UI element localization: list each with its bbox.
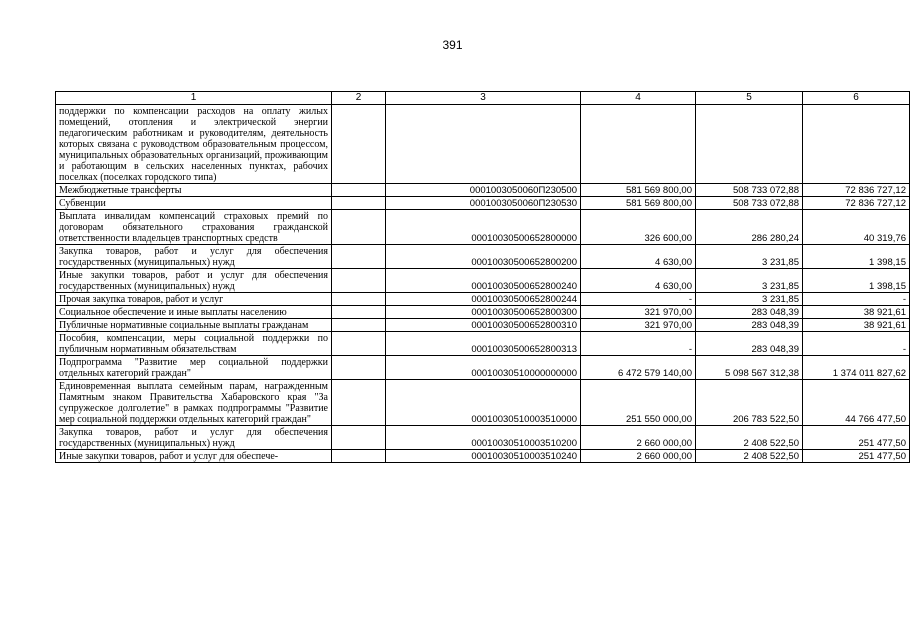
row-value-6: - <box>803 293 910 306</box>
row-value-4: 581 569 800,00 <box>581 184 696 197</box>
row-description: Закупка товаров, работ и услуг для обеспечения государственных (муниципальных) нужд <box>56 245 332 269</box>
column-header-2: 2 <box>332 92 386 105</box>
row-description: Выплата инвалидам компенсаций страховых премий по договорам обязательного страхования гражданской ответственности владельцев транспортных средств <box>56 210 332 245</box>
table-row <box>56 319 910 332</box>
row-code: 00010030500652800200 <box>386 245 581 269</box>
row-column-2 <box>332 184 386 197</box>
row-column-2 <box>332 269 386 293</box>
row-description: Публичные нормативные социальные выплаты гражданам <box>56 319 332 332</box>
row-description: Прочая закупка товаров, работ и услуг <box>56 293 332 306</box>
row-value-5: 508 733 072,88 <box>696 184 803 197</box>
table-row <box>56 197 910 210</box>
row-code: 00010030500652800300 <box>386 306 581 319</box>
page-number: 391 <box>442 38 463 52</box>
row-description: Иные закупки товаров, работ и услуг для обеспече- <box>56 450 332 463</box>
row-code: 0001003050060П230500 <box>386 184 581 197</box>
row-value-6: 251 477,50 <box>803 450 910 463</box>
row-description: Межбюджетные трансферты <box>56 184 332 197</box>
table-row <box>56 306 910 319</box>
row-value-4: 251 550 000,00 <box>581 380 696 426</box>
row-value-4: - <box>581 293 696 306</box>
row-value-5: 283 048,39 <box>696 332 803 356</box>
row-value-5: 283 048,39 <box>696 319 803 332</box>
table-row <box>56 293 910 306</box>
row-code: 00010030510000000000 <box>386 356 581 380</box>
table-row <box>56 356 910 380</box>
row-code: 00010030500652800000 <box>386 210 581 245</box>
row-column-2 <box>332 210 386 245</box>
row-value-5 <box>696 105 803 184</box>
row-description: Подпрограмма "Развитие мер социальной поддержки отдельных категорий граждан" <box>56 356 332 380</box>
row-value-4: 326 600,00 <box>581 210 696 245</box>
table-row <box>56 245 910 269</box>
row-value-5: 206 783 522,50 <box>696 380 803 426</box>
column-header-4: 4 <box>581 92 696 105</box>
row-value-5: 286 280,24 <box>696 210 803 245</box>
row-value-5: 3 231,85 <box>696 293 803 306</box>
row-code: 0001003050060П230530 <box>386 197 581 210</box>
row-description: Социальное обеспечение и иные выплаты населению <box>56 306 332 319</box>
row-value-4: 4 630,00 <box>581 245 696 269</box>
row-value-6: 251 477,50 <box>803 426 910 450</box>
row-description: Единовременная выплата семейным парам, награжденным Памятным знаком Правительства Хабаровского края "За супружеское долголетие" в рамках подпрограммы "Развитие мер социальной поддержки отдельных категорий граждан" <box>56 380 332 426</box>
row-description: Пособия, компенсации, меры социальной поддержки по публичным нормативным обязательствам <box>56 332 332 356</box>
row-description: поддержки по компенсации расходов на оплату жилых помещений, отопления и электрической энергии педагогическим работникам и руководителям, деятельность которых связана с руководством образовательным процессом, муниципальных образовательных организаций, проживающим и работающим в сельских населенных пунктах, рабочих поселках (поселках городского типа) <box>56 105 332 184</box>
row-value-5: 508 733 072,88 <box>696 197 803 210</box>
row-value-5: 3 231,85 <box>696 245 803 269</box>
row-column-2 <box>332 293 386 306</box>
row-value-6: 38 921,61 <box>803 306 910 319</box>
row-value-4: - <box>581 332 696 356</box>
row-code: 00010030500652800240 <box>386 269 581 293</box>
row-column-2 <box>332 450 386 463</box>
column-header-3: 3 <box>386 92 581 105</box>
row-column-2 <box>332 356 386 380</box>
table-row <box>56 426 910 450</box>
table-row <box>56 380 910 426</box>
row-value-4: 581 569 800,00 <box>581 197 696 210</box>
row-value-4: 2 660 000,00 <box>581 450 696 463</box>
table-row <box>56 450 910 463</box>
row-value-6: 1 398,15 <box>803 245 910 269</box>
row-code <box>386 105 581 184</box>
row-value-5: 283 048,39 <box>696 306 803 319</box>
row-column-2 <box>332 426 386 450</box>
row-column-2 <box>332 197 386 210</box>
row-value-4: 321 970,00 <box>581 319 696 332</box>
row-value-6: 1 398,15 <box>803 269 910 293</box>
row-value-5: 3 231,85 <box>696 269 803 293</box>
column-header-1: 1 <box>56 92 332 105</box>
row-code: 00010030500652800310 <box>386 319 581 332</box>
row-column-2 <box>332 245 386 269</box>
row-column-2 <box>332 380 386 426</box>
row-value-4: 321 970,00 <box>581 306 696 319</box>
budget-table <box>55 91 910 463</box>
row-value-4: 4 630,00 <box>581 269 696 293</box>
row-column-2 <box>332 105 386 184</box>
row-value-6: 40 319,76 <box>803 210 910 245</box>
row-column-2 <box>332 319 386 332</box>
row-description: Иные закупки товаров, работ и услуг для обеспечения государственных (муниципальных) нужд <box>56 269 332 293</box>
row-value-5: 2 408 522,50 <box>696 450 803 463</box>
column-header-6: 6 <box>803 92 910 105</box>
row-column-2 <box>332 332 386 356</box>
row-value-6: 72 836 727,12 <box>803 184 910 197</box>
row-code: 00010030510003510000 <box>386 380 581 426</box>
row-value-6: - <box>803 332 910 356</box>
column-header-5: 5 <box>696 92 803 105</box>
row-value-6: 38 921,61 <box>803 319 910 332</box>
row-code: 00010030500652800244 <box>386 293 581 306</box>
table-row <box>56 210 910 245</box>
row-description: Закупка товаров, работ и услуг для обеспечения государственных (муниципальных) нужд <box>56 426 332 450</box>
row-value-6: 1 374 011 827,62 <box>803 356 910 380</box>
row-code: 00010030510003510240 <box>386 450 581 463</box>
row-code: 00010030510003510200 <box>386 426 581 450</box>
table-row <box>56 269 910 293</box>
row-description: Субвенции <box>56 197 332 210</box>
row-value-4 <box>581 105 696 184</box>
row-code: 00010030500652800313 <box>386 332 581 356</box>
row-value-4: 2 660 000,00 <box>581 426 696 450</box>
row-value-5: 2 408 522,50 <box>696 426 803 450</box>
row-value-4: 6 472 579 140,00 <box>581 356 696 380</box>
row-value-6: 44 766 477,50 <box>803 380 910 426</box>
row-value-5: 5 098 567 312,38 <box>696 356 803 380</box>
row-column-2 <box>332 306 386 319</box>
table-row <box>56 105 910 184</box>
row-value-6 <box>803 105 910 184</box>
table-row <box>56 184 910 197</box>
table-header-row <box>56 92 910 105</box>
table-row <box>56 332 910 356</box>
row-value-6: 72 836 727,12 <box>803 197 910 210</box>
